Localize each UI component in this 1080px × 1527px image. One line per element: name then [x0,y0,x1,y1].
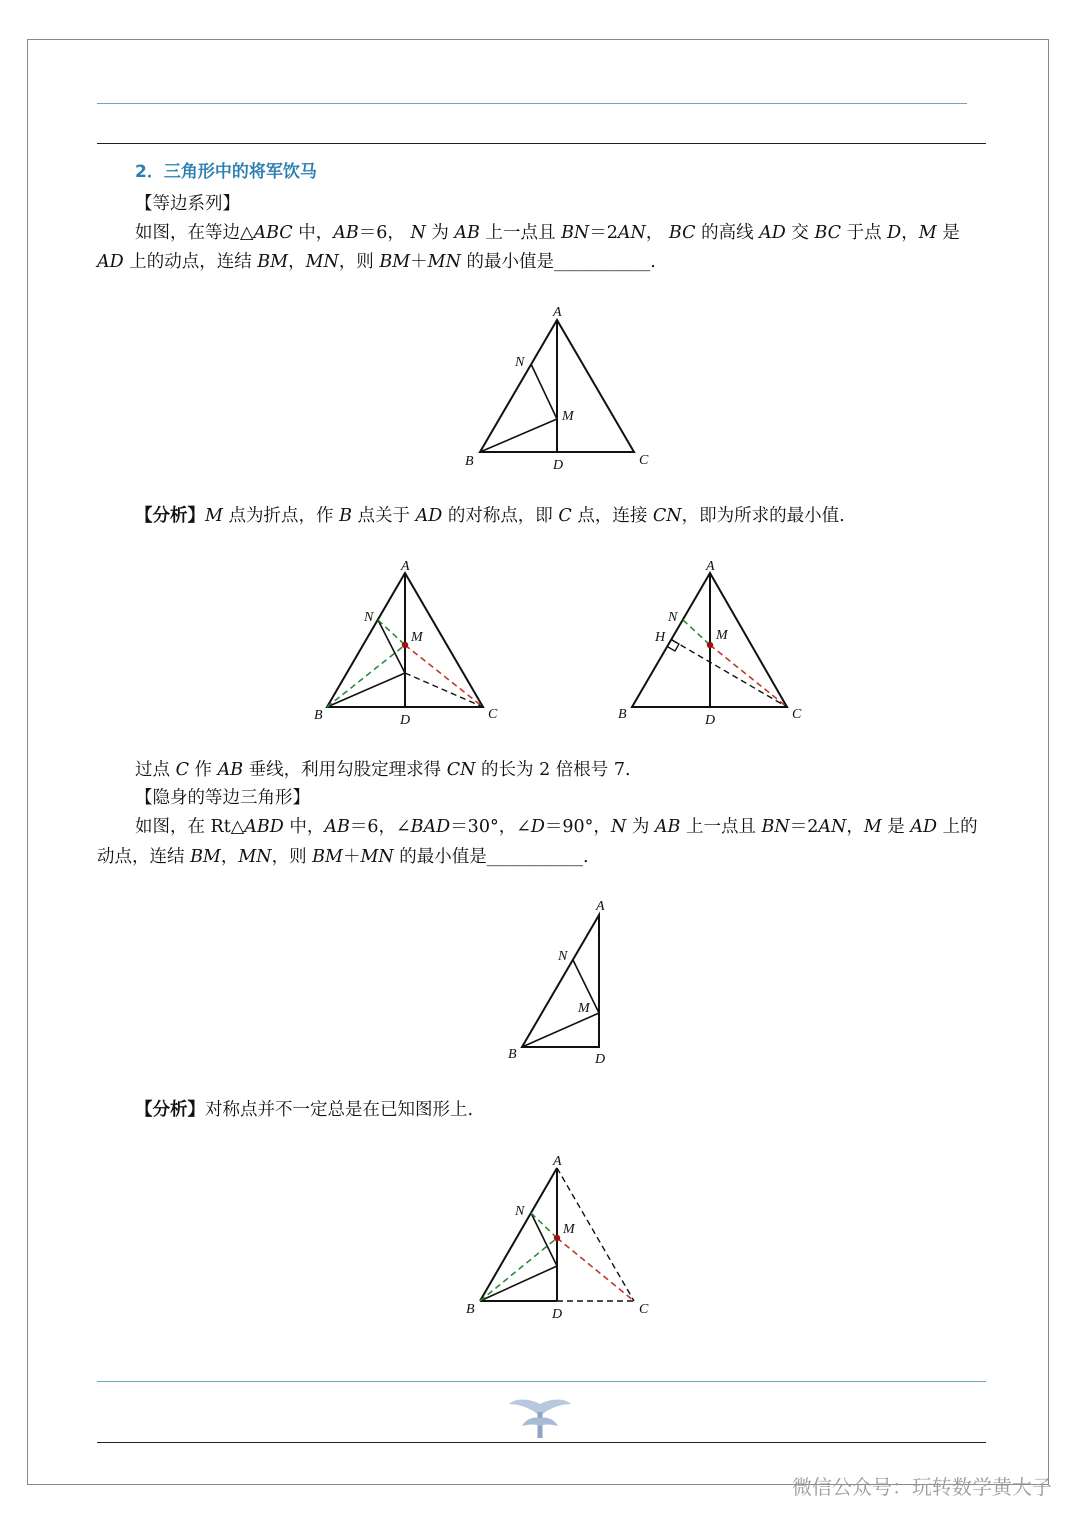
label-m: M [716,628,728,643]
label-m: M [563,1222,575,1237]
text-fragment: BM [379,252,411,272]
text-fragment: . [650,252,656,272]
text-fragment: 对称点并不一定总是在已知图形上. [205,1100,474,1120]
text-fragment: MN [360,847,394,867]
header-rule-black [97,143,986,144]
text-fragment: N [410,223,426,243]
text-fragment: 的对称点，即 [442,506,559,526]
text-fragment: AB [654,817,681,837]
text-fragment: BC [668,223,696,243]
text-fragment: 点关于 [351,506,416,526]
text-fragment: 的长为 2 倍根号 7. [475,760,631,780]
label-a: A [553,305,562,320]
text-fragment: D [887,223,902,243]
footer-rule-blue [97,1381,986,1382]
text-fragment: BM [257,252,289,272]
label-a: A [706,559,715,574]
text-fragment: ＝30°，∠ [450,817,531,837]
text-fragment: MN [305,252,339,272]
text-fragment: ＝2 [789,817,819,837]
text-fragment: AB [333,223,359,243]
label-m: M [411,630,423,645]
footer-logo-icon [505,1396,575,1442]
label-n: N [558,949,568,964]
label-n: N [668,610,678,625]
text-fragment: BN [561,223,590,243]
label-c: C [639,1302,649,1317]
text-fragment: 【分析】 [135,506,205,526]
text-fragment: AN [617,223,646,243]
text-fragment: M [863,817,882,837]
label-m: M [562,409,574,424]
label-c: C [792,707,802,722]
text-fragment: AB [217,760,244,780]
text-fragment: ＋ [342,847,361,867]
label-n: N [515,1204,525,1219]
text-fragment: ， [846,817,864,837]
text-fragment: M [918,223,937,243]
text-fragment: ＝2 [589,223,618,243]
label-b: B [314,708,323,723]
label-d: D [552,1307,563,1322]
text-fragment: BC [814,223,842,243]
text-fragment: AB [454,223,480,243]
text-fragment: 中， [283,817,325,837]
text-fragment: 如图，在 Rt△ [135,817,245,837]
text-fragment: 动点，连结 [97,847,191,867]
text-fragment: ， [288,252,306,272]
text-fragment: 【分析】 [135,1100,205,1120]
text-fragment: BN [761,817,790,837]
figure-analysis-hidden [460,1150,660,1325]
text-fragment: CN [652,506,682,526]
text-fragment: ___________ [486,847,583,867]
text-fragment: AN [818,817,847,837]
text-fragment: BM [190,847,221,867]
text-fragment: ，即为所求的最小值. [681,506,845,526]
text-fragment: 的最小值是 [393,847,487,867]
label-d: D [705,713,716,728]
text-fragment: 交 [785,223,815,243]
text-fragment: ， [645,223,669,243]
text-fragment: 是 [936,223,960,243]
header-rule-blue [97,103,967,104]
text-fragment: ，则 [271,847,313,867]
text-fragment: D [530,817,545,837]
problem1-line1 [135,221,960,245]
text-fragment: MN [427,252,461,272]
label-n: N [515,355,525,370]
label-a: A [596,899,605,914]
text-fragment: 点，连接 [571,506,653,526]
text-fragment: N [610,817,627,837]
text-fragment: M [205,506,223,526]
figure-analysis-left [310,555,510,730]
problem1-heading: 【等边系列】 [135,194,240,214]
label-m: M [578,1001,590,1016]
text-fragment: 为 [626,817,655,837]
text-fragment: 的高线 [695,223,760,243]
text-fragment: MN [238,847,272,867]
label-h: H [655,630,666,645]
problem2-heading: 【隐身的等边三角形】 [135,788,310,808]
label-c: C [488,707,498,722]
watermark: 微信公众号：玩转数学黄大子 [792,1475,1052,1499]
text-fragment: AB [324,817,350,837]
text-fragment: AD [759,223,786,243]
text-fragment: ＝90°， [544,817,611,837]
text-fragment: 为 [425,223,455,243]
text-fragment: ＋ [410,252,428,272]
text-fragment: B [339,506,352,526]
text-fragment: ， [901,223,919,243]
label-n: N [364,610,374,625]
footer-rule-black [97,1442,986,1443]
problem1-line2 [97,250,656,274]
label-c: C [639,453,649,468]
text-fragment: 过点 [135,760,176,780]
text-fragment: 于点 [841,223,888,243]
text-fragment: AD [415,506,443,526]
figure-analysis-right [615,555,815,730]
problem2-line2 [97,845,589,869]
label-a: A [401,559,410,574]
text-fragment: 是 [881,817,911,837]
section-title: 2．三角形中的将军饮马 [135,162,317,182]
text-fragment: ， [220,847,239,867]
text-fragment: C [175,760,189,780]
figure-equilateral-abc [460,300,660,480]
text-fragment: ABC [253,223,293,243]
text-fragment: 垂线，利用勾股定理求得 [243,760,447,780]
label-d: D [400,713,411,728]
problem2-line1 [135,815,978,839]
problem1-note [135,758,631,782]
text-fragment: ，则 [338,252,380,272]
text-fragment: ___________ [553,252,651,272]
text-fragment: ＝6，∠ [349,817,411,837]
text-fragment: CN [446,760,476,780]
text-fragment: 上的 [937,817,978,837]
figure-right-triangle-abd [500,895,630,1070]
label-d: D [595,1052,606,1067]
text-fragment: BM [312,847,343,867]
text-fragment: 如图，在等边△ [135,223,254,243]
text-fragment: BAD [410,817,451,837]
text-fragment: . [582,847,589,867]
text-fragment: ＝6， [358,223,411,243]
text-fragment: 的最小值是 [460,252,554,272]
text-fragment: 上一点且 [680,817,762,837]
text-fragment: 点为折点，作 [222,506,340,526]
text-fragment: 上一点且 [479,223,562,243]
label-b: B [465,454,474,469]
text-fragment: C [558,506,572,526]
problem2-analysis [135,1098,473,1122]
label-b: B [508,1047,517,1062]
text-fragment: ABD [244,817,284,837]
problem1-analysis [135,504,845,528]
label-a: A [553,1154,562,1169]
text-fragment: 作 [188,760,218,780]
text-fragment: AD [910,817,938,837]
label-b: B [466,1302,475,1317]
text-fragment: 上的动点，连结 [123,252,258,272]
label-b: B [618,707,627,722]
text-fragment: 中， [292,223,334,243]
text-fragment: AD [97,252,124,272]
label-d: D [553,458,564,473]
